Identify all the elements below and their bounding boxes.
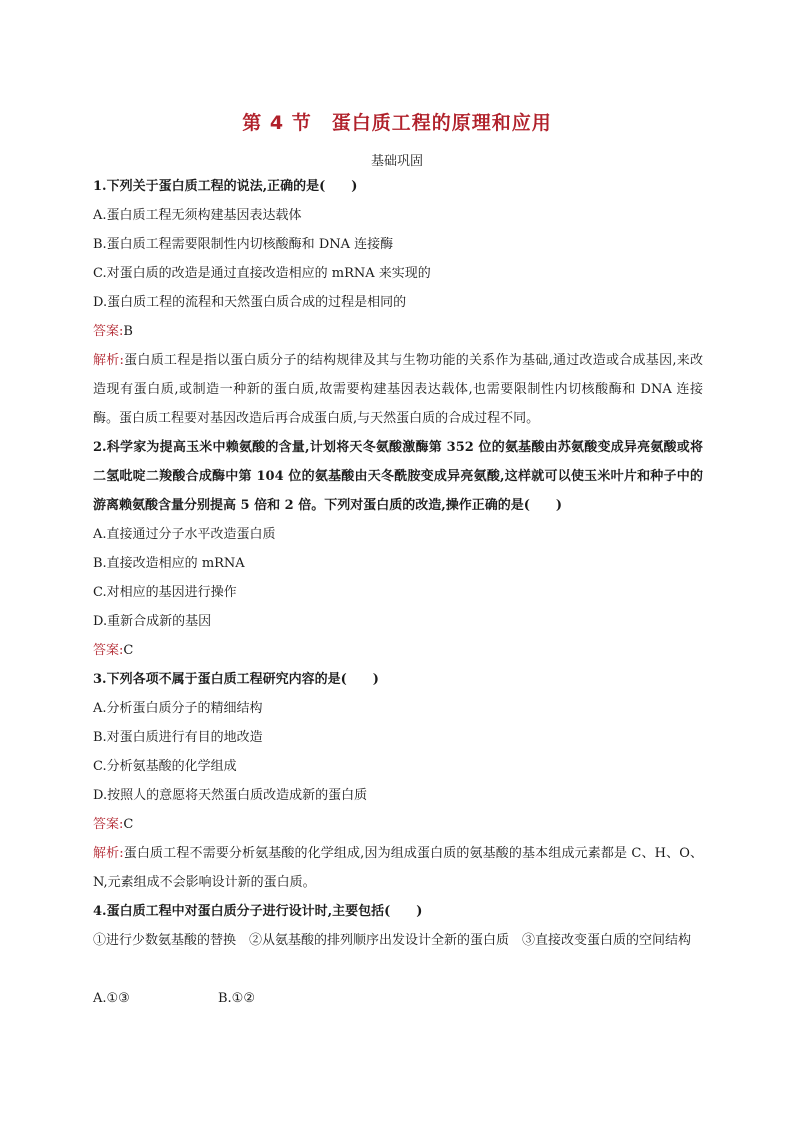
question-4-stem: 4.蛋白质工程中对蛋白质分子进行设计时,主要包括( ) <box>93 904 423 919</box>
question-3-option-b: B.对蛋白质进行有目的地改造 <box>93 730 263 745</box>
question-2-option-a: A.直接通过分子水平改造蛋白质 <box>93 527 276 542</box>
question-2-option-d: D.重新合成新的基因 <box>93 614 212 629</box>
question-4-option-b: B.①② <box>218 991 255 1006</box>
question-2-option-c: C.对相应的基因进行操作 <box>93 585 237 600</box>
question-1-answer <box>93 317 703 346</box>
analysis-label: 解析: <box>93 353 124 368</box>
question-3-option-d: D.按照人的意愿将天然蛋白质改造成新的蛋白质 <box>93 788 368 803</box>
answer-label: 答案: <box>93 324 124 339</box>
question-2-stem: 2.科学家为提高玉米中赖氨酸的含量,计划将天冬氨酸激酶第 352 位的氨基酸由苏氨酸变成异亮氨酸或将二氢吡啶二羧酸合成酶中第 104 位的氨基酸由天冬酰胺变成异亮氨酸,这样就可以使玉米叶片和种子中的游离赖氨酸含量分别提高 5 倍和 2 倍。下列对蛋白质的改造,操作正确的是( ) <box>93 440 703 513</box>
question-3-option-c: C.分析氨基酸的化学组成 <box>93 759 237 774</box>
question-1-analysis <box>93 346 703 433</box>
answer-value: C <box>123 643 134 658</box>
question-2-option-b: B.直接改造相应的 mRNA <box>93 556 245 571</box>
answer-label: 答案: <box>93 643 124 658</box>
analysis-text: 蛋白质工程不需要分析氨基酸的化学组成,因为组成蛋白质的氨基酸的基本组成元素都是 C、H、O、N,元素组成不会影响设计新的蛋白质。 <box>93 846 703 890</box>
question-3-option-a: A.分析蛋白质分子的精细结构 <box>93 701 263 716</box>
question-4-option-a: A.①③ <box>93 991 130 1006</box>
question-1-option-c: C.对蛋白质的改造是通过直接改造相应的 mRNA 来实现的 <box>93 266 431 281</box>
question-1-option-b: B.蛋白质工程需要限制性内切核酸酶和 DNA 连接酶 <box>93 237 394 252</box>
analysis-text: 蛋白质工程是指以蛋白质分子的结构规律及其与生物功能的关系作为基础,通过改造或合成基因,来改造现有蛋白质,或制造一种新的蛋白质,故需要构建基因表达载体,也需要限制性内切核酸酶和 DNA 连接酶。蛋白质工程要对基因改造后再合成蛋白质,与天然蛋白质的合成过程不同。 <box>93 353 703 426</box>
question-4-items: ①进行少数氨基酸的替换 ②从氨基酸的排列顺序出发设计全新的蛋白质 ③直接改变蛋白质的空间结构 <box>93 933 692 948</box>
question-3-analysis <box>93 839 703 897</box>
question-1-stem: 1.下列关于蛋白质工程的说法,正确的是( ) <box>93 179 358 194</box>
answer-label: 答案: <box>93 817 124 832</box>
answer-value: B <box>123 324 133 339</box>
analysis-label: 解析: <box>93 846 124 861</box>
page-title: 第 4 节 蛋白质工程的原理和应用 <box>242 112 552 134</box>
question-2-answer <box>93 636 703 665</box>
question-3-stem: 3.下列各项不属于蛋白质工程研究内容的是( ) <box>93 672 379 687</box>
section-heading: 基础巩固 <box>370 154 423 169</box>
answer-value: C <box>123 817 134 832</box>
question-3-answer <box>93 810 703 839</box>
question-1-option-d: D.蛋白质工程的流程和天然蛋白质合成的过程是相同的 <box>93 295 407 310</box>
question-1-option-a: A.蛋白质工程无须构建基因表达载体 <box>93 208 302 223</box>
